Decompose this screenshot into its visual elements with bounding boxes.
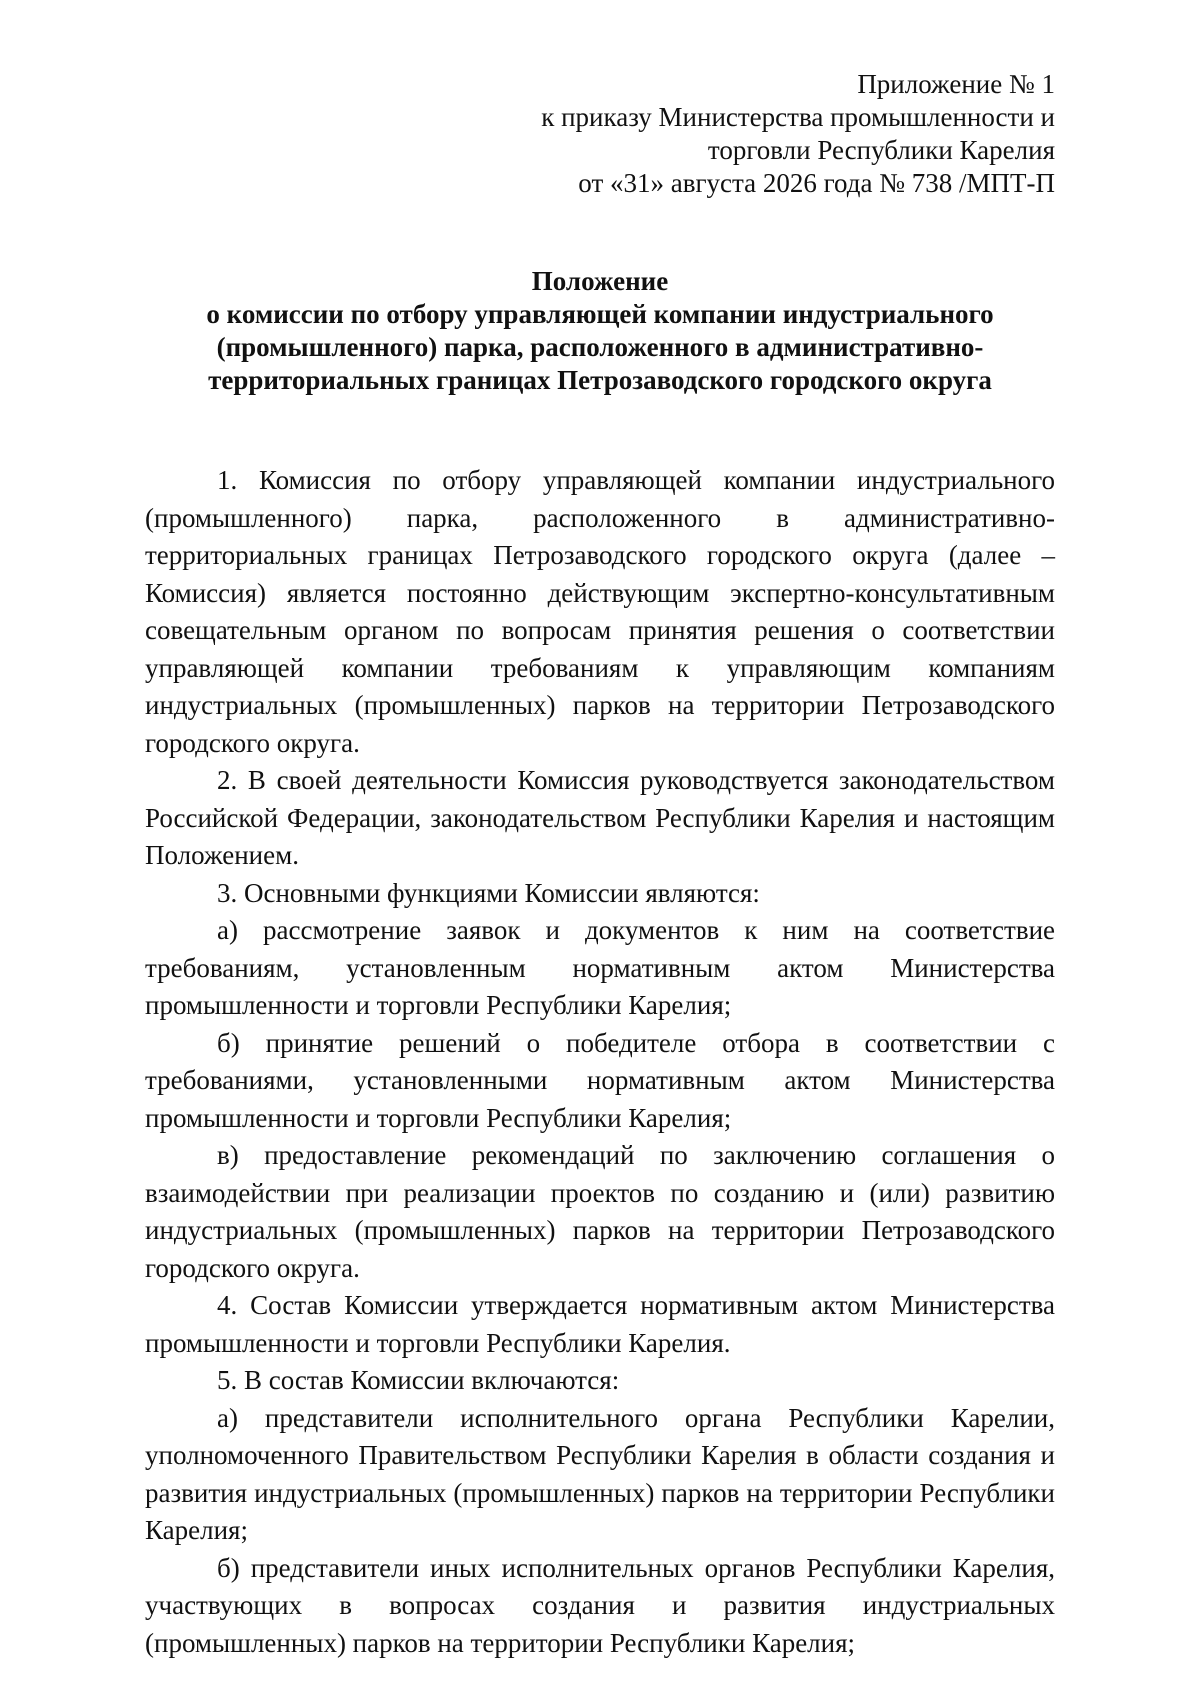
paragraph-2: 2. В своей деятельности Комиссия руководствуется законодательством Российской Федерации, законодательством Республики Карелия и настоящим Положением. (145, 765, 1055, 870)
appendix-number: Приложение № 1 (857, 69, 1055, 99)
document-title (145, 265, 1055, 397)
paragraph-3a: а) рассмотрение заявок и документов к ним на соответствие требованиям, установленным нормативным актом Министерства промышленности и торговли Республики Карелия; (145, 915, 1055, 1020)
appendix-header (541, 68, 1055, 200)
document-body (145, 462, 1055, 1662)
paragraph-3b: б) принятие решений о победителе отбора в соответствии с требованиями, установленными нормативным актом Министерства промышленности и торговли Республики Карелия; (145, 1027, 1055, 1133)
appendix-date-line: от «31» августа 2026 года № 738 /МПТ-П (578, 168, 1055, 198)
paragraph-3: 3. Основными функциями Комиссии являются: (217, 877, 760, 908)
paragraph-5a: а) представители исполнительного органа Республики Карелии, уполномоченного Правительством Республики Карелия в области создания и развития индустриальных (промышленных) парков на территории Республики Карелия; (145, 1402, 1055, 1545)
paragraph-5: 5. В состав Комиссии включаются: (217, 1365, 620, 1395)
title-line: территориальных границах Петрозаводского городского округа (208, 365, 992, 395)
appendix-ministry-line: торговли Республики Карелия (707, 135, 1055, 165)
title-line: Положение (531, 266, 669, 296)
paragraph-1: 1. Комиссия по отбору управляющей компании индустриального (промышленного) парка, расположенного в административно-территориальных границах Петрозаводского городского округа (далее – Комиссия) является постоянно действующим экспертно-консультативным совещательным органом по вопросам принятия решения о соответствии управляющей компании требованиям к управляющим компаниям индустриальных (промышленных) парков на территории Петрозаводского городского округа. (145, 465, 1055, 758)
title-line: (промышленного) парка, расположенного в административно- (216, 332, 984, 362)
paragraph-5b: б) представители иных исполнительных органов Республики Карелия, участвующих в вопросах создания и развития индустриальных (промышленных) парков на территории Республики Карелия; (145, 1552, 1055, 1658)
paragraph-4: 4. Состав Комиссии утверждается нормативным актом Министерства промышленности и торговли Республики Карелия. (145, 1290, 1055, 1358)
appendix-order-line: к приказу Министерства промышленности и (541, 102, 1055, 132)
title-line: о комиссии по отбору управляющей компании индустриального (206, 299, 994, 329)
paragraph-3c: в) предоставление рекомендаций по заключению соглашения о взаимодействии при реализации проектов по созданию и (или) развитию индустриальных (промышленных) парков на территории Петрозаводского городского округа. (145, 1140, 1055, 1283)
